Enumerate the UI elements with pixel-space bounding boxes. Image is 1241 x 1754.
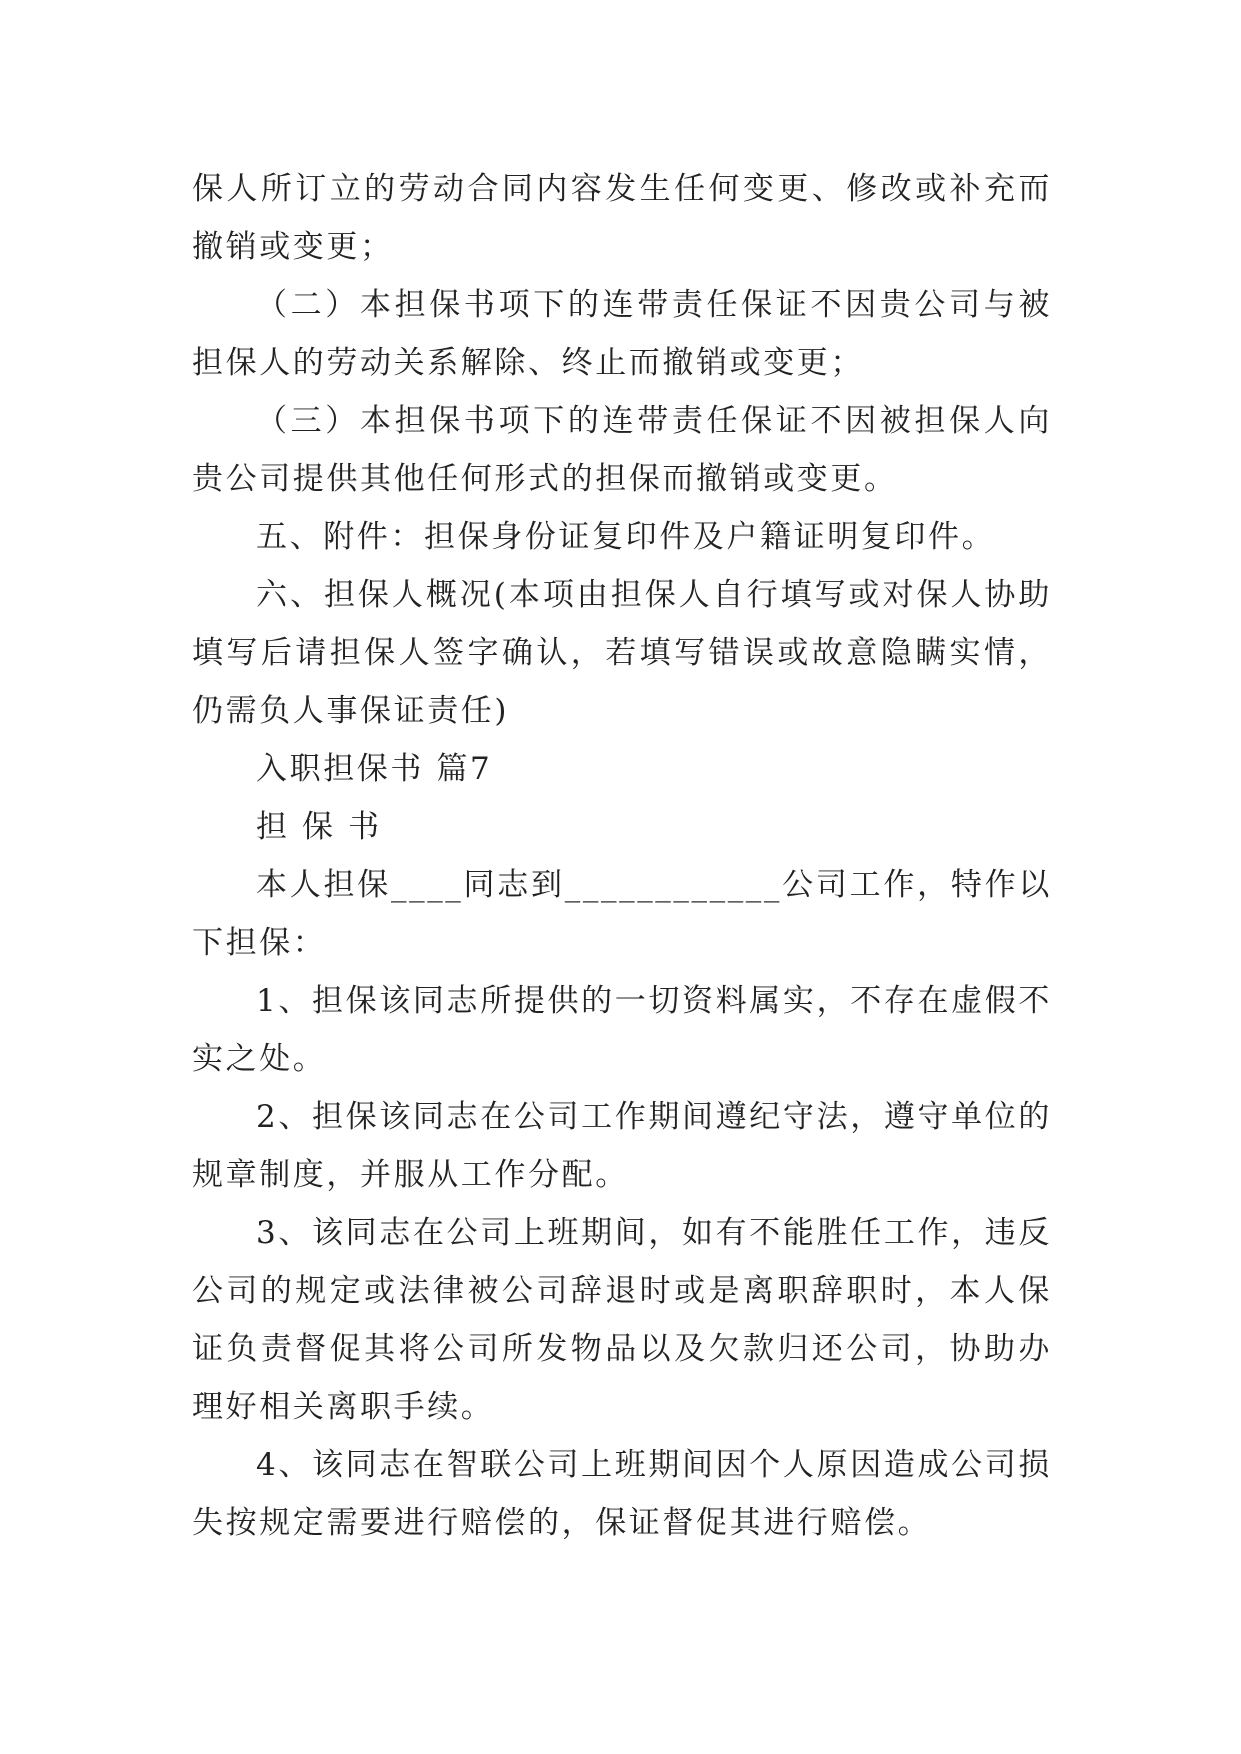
list-item-4: 4、该同志在智联公司上班期间因个人原因造成公司损失按规定需要进行赔偿的，保证督促其进行赔偿。 [192, 1447, 1052, 1541]
section-heading: 入职担保书 篇7 [256, 751, 493, 787]
list-item-1: 1、担保该同志所提供的一切资料属实，不存在虚假不实之处。 [192, 983, 1052, 1077]
paragraph-clause-3: （三）本担保书项下的连带责任保证不因被担保人向贵公司提供其他任何形式的担保而撤销或变更。 [192, 403, 1052, 497]
paragraph-attachments: 五、附件：担保身份证复印件及户籍证明复印件。 [256, 519, 996, 555]
paragraph-clause-2: （二）本担保书项下的连带责任保证不因贵公司与被担保人的劳动关系解除、终止而撤销或变更； [192, 287, 1052, 381]
document-title: 担 保 书 [256, 809, 382, 845]
paragraph-intro: 本人担保____同志到____________公司工作，特作以下担保： [192, 867, 1052, 961]
paragraph-clause-continuation: 保人所订立的劳动合同内容发生任何变更、修改或补充而撤销或变更； [192, 171, 1052, 265]
list-item-3: 3、该同志在公司上班期间，如有不能胜任工作，违反公司的规定或法律被公司辞退时或是离职辞职时，本人保证负责督促其将公司所发物品以及欠款归还公司，协助办理好相关离职手续。 [192, 1215, 1052, 1425]
paragraph-guarantor-overview: 六、担保人概况(本项由担保人自行填写或对保人协助填写后请担保人签字确认，若填写错误或故意隐瞒实情，仍需负人事保证责任) [192, 577, 1052, 729]
document-body [192, 160, 1052, 1552]
list-item-2: 2、担保该同志在公司工作期间遵纪守法，遵守单位的规章制度，并服从工作分配。 [192, 1099, 1052, 1193]
